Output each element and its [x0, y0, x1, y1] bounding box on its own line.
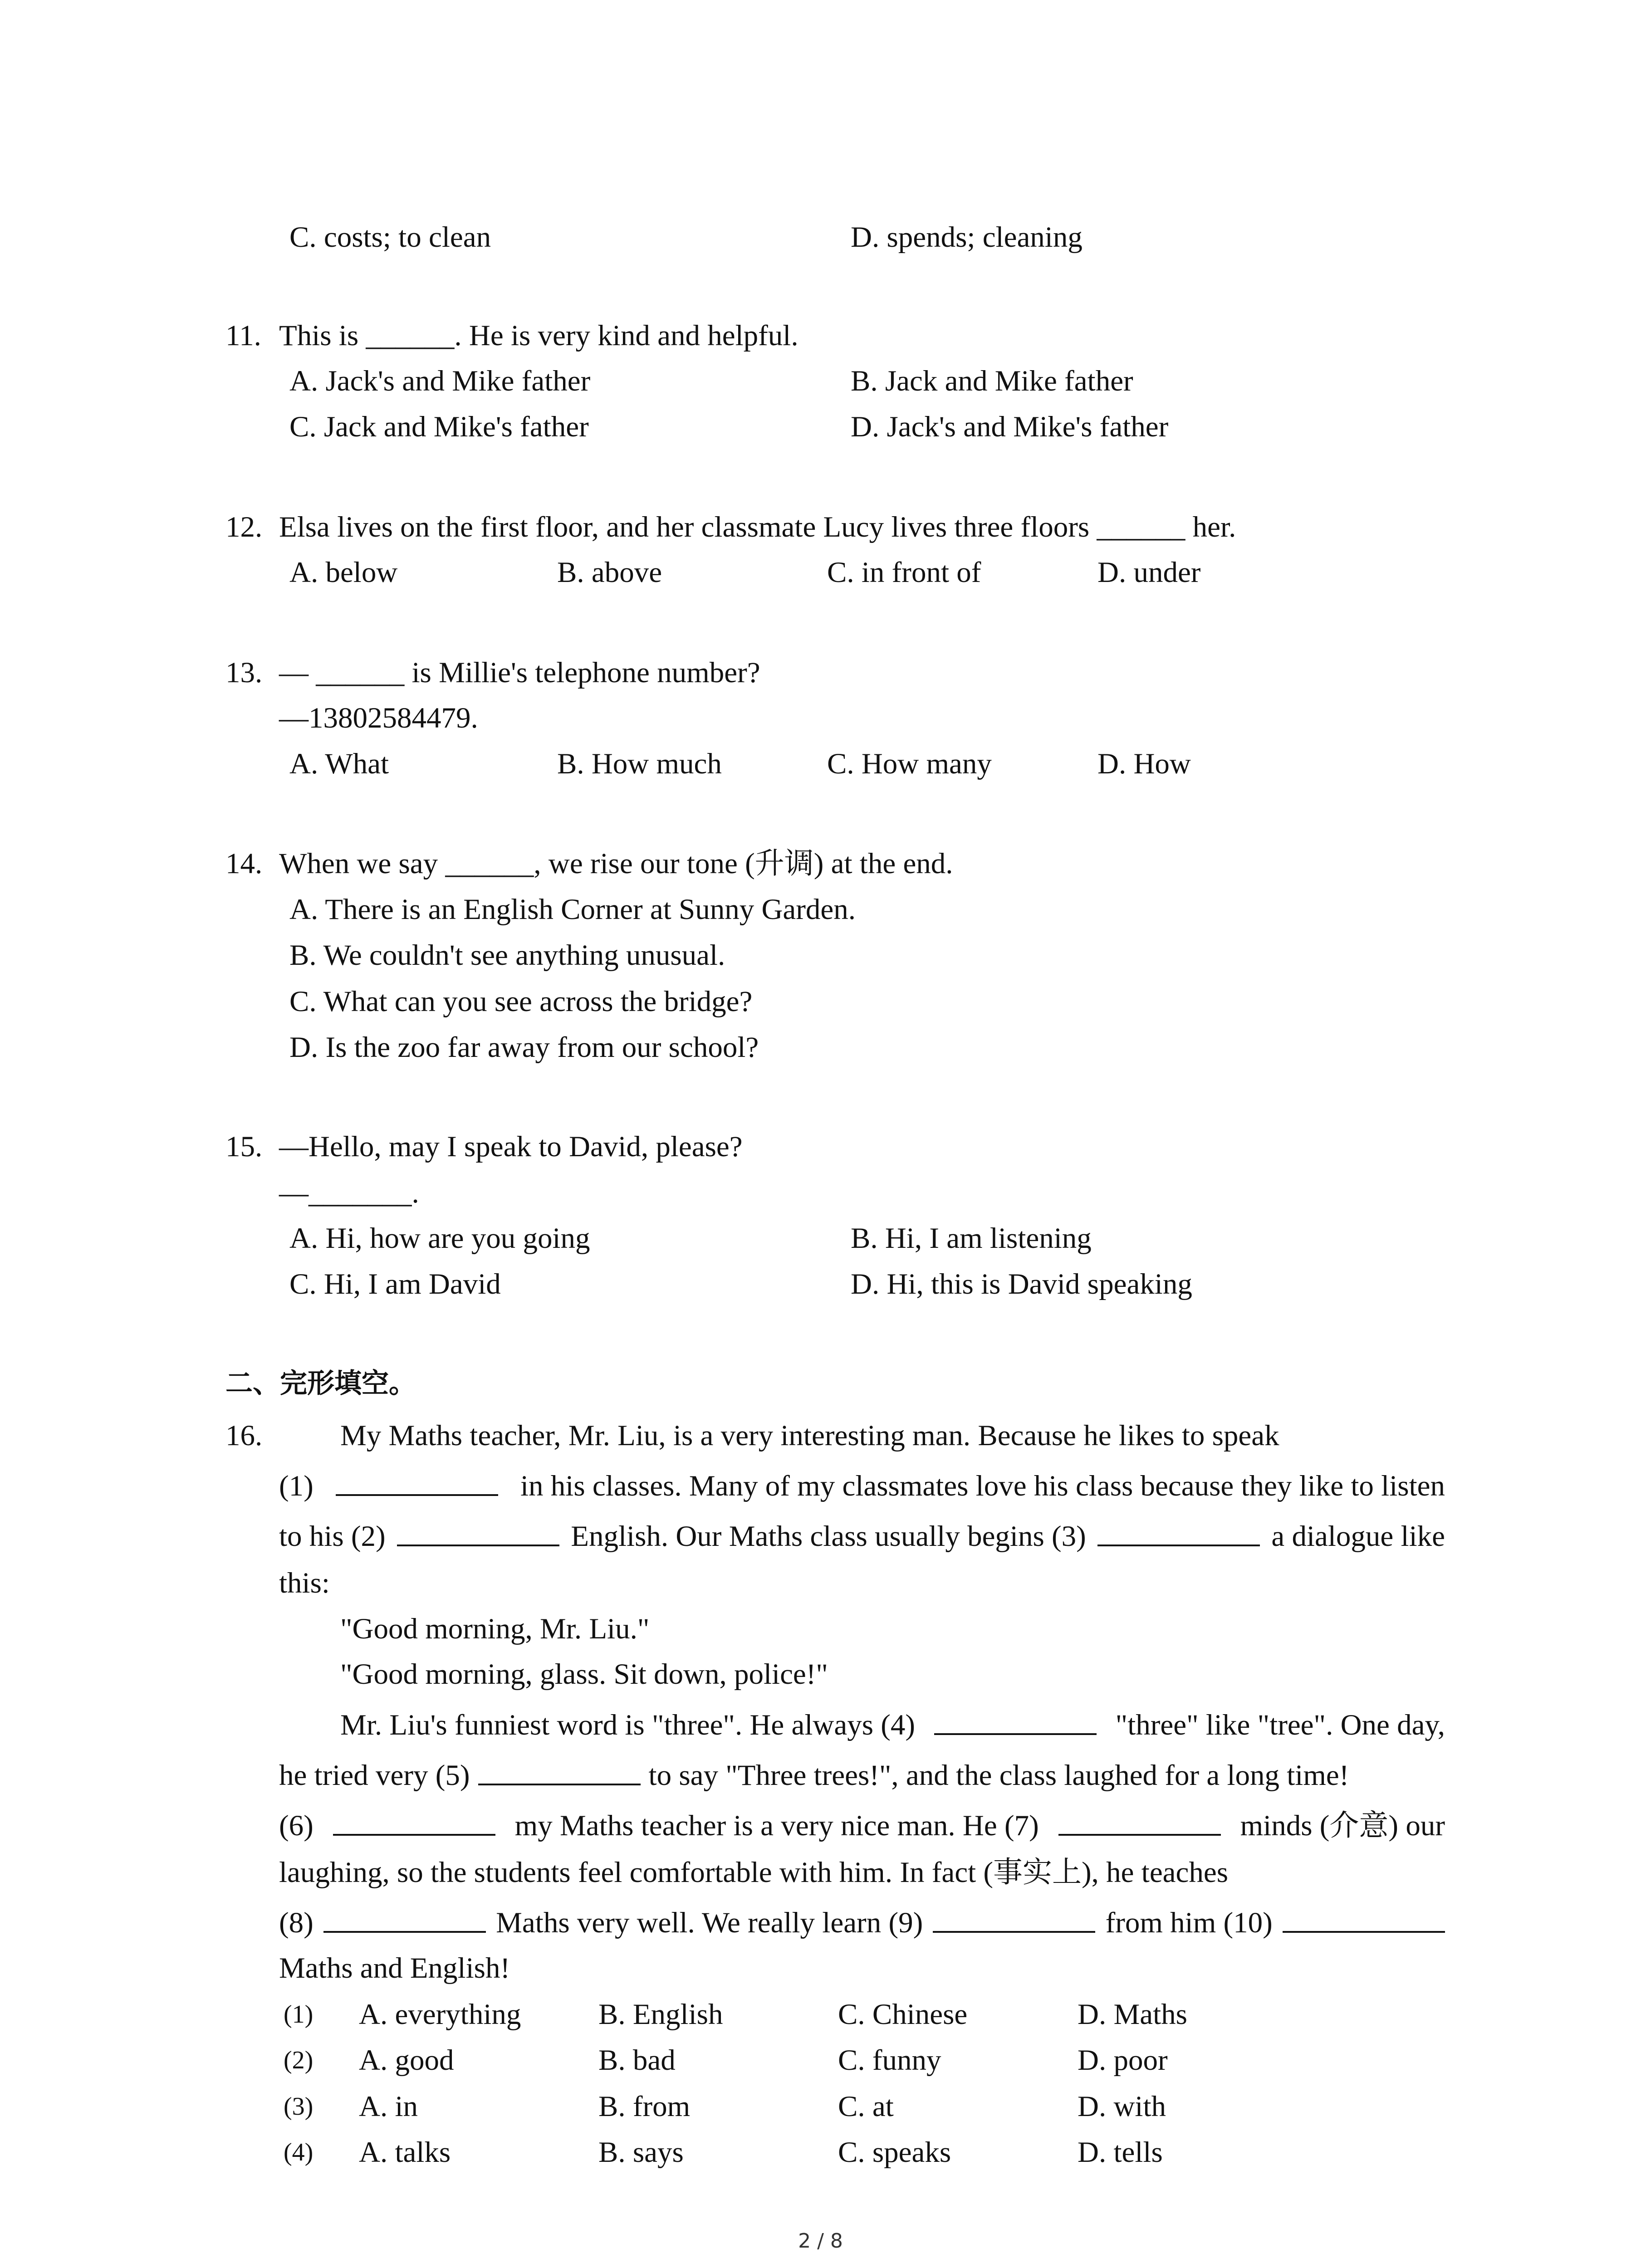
- q10-option-c[interactable]: C. costs; to clean: [289, 221, 491, 254]
- blank-8[interactable]: [323, 1905, 486, 1933]
- page-number: 2 / 8: [798, 2229, 843, 2253]
- choice-label: (3): [284, 2092, 314, 2121]
- choice-label: (2): [284, 2046, 314, 2074]
- choice-1-option-b[interactable]: B. English: [598, 1998, 723, 2031]
- q14-option-row-c: [0, 983, 1641, 1020]
- q11-number: 11.: [225, 319, 261, 352]
- choice-2-option-c[interactable]: C. funny: [838, 2044, 941, 2077]
- choice-4-option-a[interactable]: A. talks: [359, 2136, 451, 2169]
- blank-10[interactable]: [1283, 1905, 1445, 1933]
- q13-options-row: [0, 746, 1641, 782]
- passage-text: laughing, so the students feel comfortable with him. In fact (事实上), he teaches: [279, 1856, 1229, 1889]
- q11-stem: [0, 318, 1641, 354]
- choice-row-3: [0, 2088, 1641, 2125]
- passage-text: (1): [279, 1470, 314, 1502]
- q14-option-row-b: [0, 937, 1641, 973]
- passage-line-10: [279, 1854, 1445, 1891]
- q12-option-c[interactable]: C. in front of: [827, 556, 981, 589]
- q14-option-row-d: [0, 1029, 1641, 1066]
- choice-1-option-d[interactable]: D. Maths: [1078, 1998, 1187, 2031]
- passage-line-4: [279, 1565, 1445, 1601]
- q13-option-b[interactable]: B. How much: [557, 748, 722, 780]
- passage-line-11: [279, 1905, 1445, 1941]
- q11-option-b[interactable]: B. Jack and Mike father: [851, 365, 1133, 397]
- passage-text: to his (2): [279, 1520, 386, 1553]
- choice-4-option-b[interactable]: B. says: [598, 2136, 684, 2169]
- passage-text: "Good morning, glass. Sit down, police!": [340, 1658, 828, 1691]
- q12-option-d[interactable]: D. under: [1097, 556, 1201, 589]
- q11-option-c[interactable]: C. Jack and Mike's father: [289, 411, 589, 443]
- q14-option-row-a: [0, 891, 1641, 928]
- section-heading: 二、完形填空。: [225, 1368, 416, 1399]
- q14-text: When we say ______, we rise our tone (升调) at the end.: [279, 847, 953, 880]
- q13-option-c[interactable]: C. How many: [827, 748, 992, 780]
- q12-stem: [0, 509, 1641, 545]
- q11-text: This is ______. He is very kind and helpful.: [279, 319, 798, 352]
- passage-text: minds (介意) our: [1240, 1809, 1445, 1842]
- q10-option-d[interactable]: D. spends; cleaning: [851, 221, 1083, 254]
- q16-number-row: [0, 1418, 318, 1454]
- q12-option-b[interactable]: B. above: [557, 556, 662, 589]
- q13-reply: —13802584479.: [279, 702, 478, 734]
- blank-9[interactable]: [933, 1905, 1095, 1933]
- q14-option-a[interactable]: A. There is an English Corner at Sunny Garden.: [289, 893, 856, 926]
- choice-2-option-d[interactable]: D. poor: [1078, 2044, 1168, 2077]
- q13-number: 13.: [225, 656, 263, 689]
- q15-reply: —_______.: [279, 1177, 419, 1209]
- blank-4[interactable]: [934, 1707, 1097, 1735]
- choice-row-1: [0, 1996, 1641, 2033]
- choice-label: (1): [284, 2000, 314, 2028]
- choice-4-option-c[interactable]: C. speaks: [838, 2136, 951, 2169]
- passage-line-9: [279, 1808, 1445, 1844]
- blank-3[interactable]: [1097, 1518, 1260, 1546]
- q15-option-b[interactable]: B. Hi, I am listening: [851, 1222, 1092, 1255]
- passage-text: "three" like "tree". One day,: [1115, 1709, 1445, 1741]
- q12-number: 12.: [225, 511, 263, 543]
- passage-text: from him (10): [1105, 1906, 1273, 1939]
- choice-3-option-b[interactable]: B. from: [598, 2090, 691, 2123]
- blank-1[interactable]: [336, 1468, 498, 1496]
- q13-text: — ______ is Millie's telephone number?: [279, 656, 760, 689]
- passage-text: to say "Three trees!", and the class laughed for a long time!: [648, 1759, 1349, 1792]
- passage-line-2: [279, 1468, 1445, 1504]
- q16-number: 16.: [225, 1419, 263, 1452]
- passage-text: this:: [279, 1567, 330, 1599]
- choice-row-4: [0, 2134, 1641, 2170]
- passage-text: my Maths teacher is a very nice man. He (7): [514, 1809, 1039, 1842]
- q14-option-d[interactable]: D. Is the zoo far away from our school?: [289, 1031, 759, 1064]
- q12-options-row: [0, 554, 1641, 591]
- q15-stem: [0, 1129, 1641, 1165]
- passage-text: English. Our Maths class usually begins (3): [571, 1520, 1086, 1553]
- q15-number: 15.: [225, 1130, 263, 1163]
- choice-label: (4): [284, 2138, 314, 2166]
- q15-option-d[interactable]: D. Hi, this is David speaking: [851, 1268, 1192, 1300]
- passage-text: in his classes. Many of my classmates love his class because they like to listen: [520, 1470, 1445, 1502]
- passage-text: a dialogue like: [1271, 1520, 1445, 1553]
- q12-option-a[interactable]: A. below: [289, 556, 398, 589]
- q15-options-row-2: [0, 1266, 1641, 1302]
- q14-option-c[interactable]: C. What can you see across the bridge?: [289, 985, 753, 1018]
- q11-options-row-1: [0, 363, 1641, 399]
- passage-text: Mr. Liu's funniest word is "three". He always (4): [340, 1709, 916, 1741]
- q11-option-d[interactable]: D. Jack's and Mike's father: [851, 411, 1169, 443]
- blank-7[interactable]: [1058, 1808, 1221, 1836]
- passage-text: Maths and English!: [279, 1952, 510, 1984]
- passage-line-1: [340, 1418, 1316, 1454]
- choice-1-option-a[interactable]: A. everything: [359, 1998, 521, 2031]
- q12-text: Elsa lives on the first floor, and her classmate Lucy lives three floors ______ her.: [279, 511, 1236, 543]
- passage-line-3: [279, 1518, 1445, 1554]
- q15-option-a[interactable]: A. Hi, how are you going: [289, 1222, 590, 1255]
- passage-text: (8): [279, 1906, 314, 1939]
- q14-option-b[interactable]: B. We couldn't see anything unusual.: [289, 939, 725, 972]
- choice-row-2: [0, 2042, 1641, 2078]
- passage-text: My Maths teacher, Mr. Liu, is a very interesting man. Because he likes to speak: [340, 1419, 1279, 1452]
- blank-6[interactable]: [333, 1808, 495, 1836]
- passage-line-7: [340, 1707, 1445, 1743]
- q11-options-row-2: [0, 409, 1641, 445]
- blank-5[interactable]: [478, 1757, 641, 1785]
- q14-number: 14.: [225, 847, 263, 880]
- q15-text: —Hello, may I speak to David, please?: [279, 1130, 743, 1163]
- choice-3-option-a[interactable]: A. in: [359, 2090, 418, 2123]
- choice-3-option-d[interactable]: D. with: [1078, 2090, 1166, 2123]
- passage-text: (6): [279, 1809, 314, 1842]
- choice-4-option-d[interactable]: D. tells: [1078, 2136, 1163, 2169]
- blank-2[interactable]: [397, 1518, 559, 1546]
- passage-line-5: [340, 1611, 1506, 1647]
- passage-line-6: [340, 1656, 1506, 1692]
- passage-line-12: [279, 1950, 1445, 1986]
- passage-line-8: [279, 1757, 1445, 1794]
- q13-stem: [0, 655, 1641, 691]
- q13-reply-row: [0, 700, 1641, 736]
- choice-3-option-c[interactable]: C. at: [838, 2090, 894, 2123]
- choice-2-option-a[interactable]: A. good: [359, 2044, 454, 2077]
- q11-option-a[interactable]: A. Jack's and Mike father: [289, 365, 591, 397]
- choice-2-option-b[interactable]: B. bad: [598, 2044, 676, 2077]
- passage-text: Maths very well. We really learn (9): [496, 1906, 923, 1939]
- passage-text: "Good morning, Mr. Liu.": [340, 1613, 650, 1645]
- q13-option-a[interactable]: A. What: [289, 748, 389, 780]
- choice-1-option-c[interactable]: C. Chinese: [838, 1998, 968, 2031]
- q14-stem: [0, 846, 1641, 882]
- q15-reply-row: [0, 1175, 1641, 1211]
- q13-option-d[interactable]: D. How: [1097, 748, 1191, 780]
- passage-text: he tried very (5): [279, 1759, 470, 1792]
- q15-option-c[interactable]: C. Hi, I am David: [289, 1268, 501, 1300]
- q10-options-row: [0, 219, 1641, 255]
- q15-options-row-1: [0, 1220, 1641, 1256]
